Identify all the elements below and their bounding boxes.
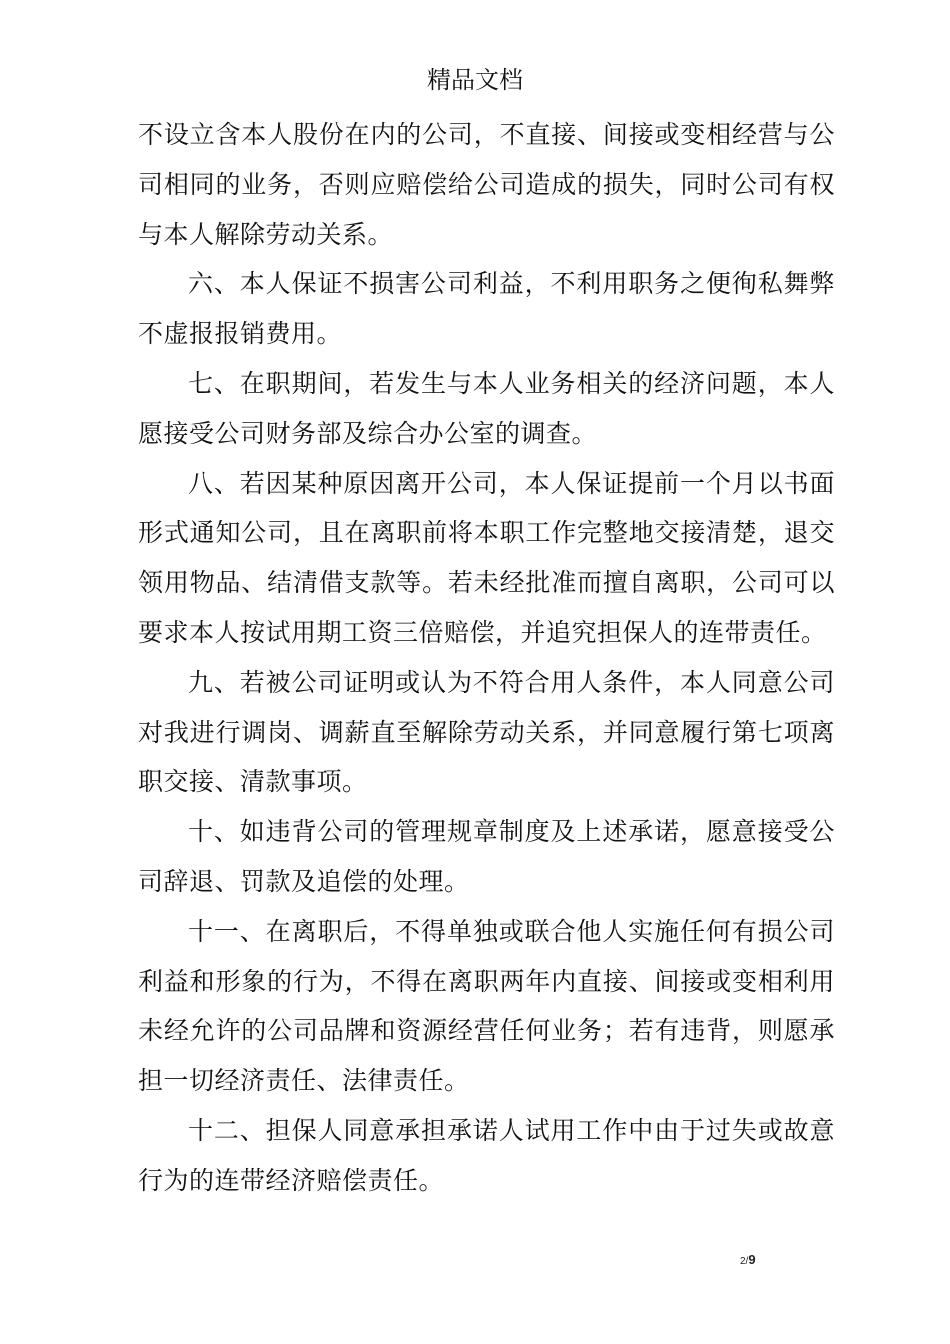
paragraph-item-6: 六、本人保证不损害公司利益，不利用职务之便徇私舞弊不虚报报销费用。 <box>138 269 835 349</box>
paragraph-item-7: 七、在职期间，若发生与本人业务相关的经济问题，本人愿接受公司财务部及综合办公室的调查。 <box>138 368 835 448</box>
page-number <box>740 1252 756 1267</box>
paragraph-item-11: 十一、在离职后，不得单独或联合他人实施任何有损公司利益和形象的行为，不得在离职两年内直接、间接或变相利用未经允许的公司品牌和资源经营任何业务；若有违背，则愿承担一切经济责任、法律责任。 <box>138 916 835 1096</box>
page-number-total: 9 <box>748 1252 756 1267</box>
paragraph-item-9: 九、若被公司证明或认为不符合用人条件，本人同意公司对我进行调岗、调薪直至解除劳动关系，并同意履行第七项离职交接、清款事项。 <box>138 667 835 797</box>
paragraph-item-12: 十二、担保人同意承担承诺人试用工作中由于过失或故意行为的连带经济赔偿责任。 <box>138 1115 835 1195</box>
page-header: 精品文档 <box>427 66 523 94</box>
paragraph-item-10: 十、如违背公司的管理规章制度及上述承诺，愿意接受公司辞退、罚款及追偿的处理。 <box>138 817 835 896</box>
page-number-current: 2/ <box>740 1256 749 1267</box>
paragraph-continuation: 不设立含本人股份在内的公司，不直接、间接或变相经营与公司相同的业务，否则应赔偿给公司造成的损失，同时公司有权与本人解除劳动关系。 <box>138 120 835 249</box>
paragraph-item-8: 八、若因某种原因离开公司，本人保证提前一个月以书面形式通知公司，且在离职前将本职工作完整地交接清楚，退交领用物品、结清借支款等。若未经批准而擅自离职，公司可以要求本人按试用期工资三倍赔偿，并追究担保人的连带责任。 <box>138 468 835 647</box>
document-body <box>138 110 835 1206</box>
